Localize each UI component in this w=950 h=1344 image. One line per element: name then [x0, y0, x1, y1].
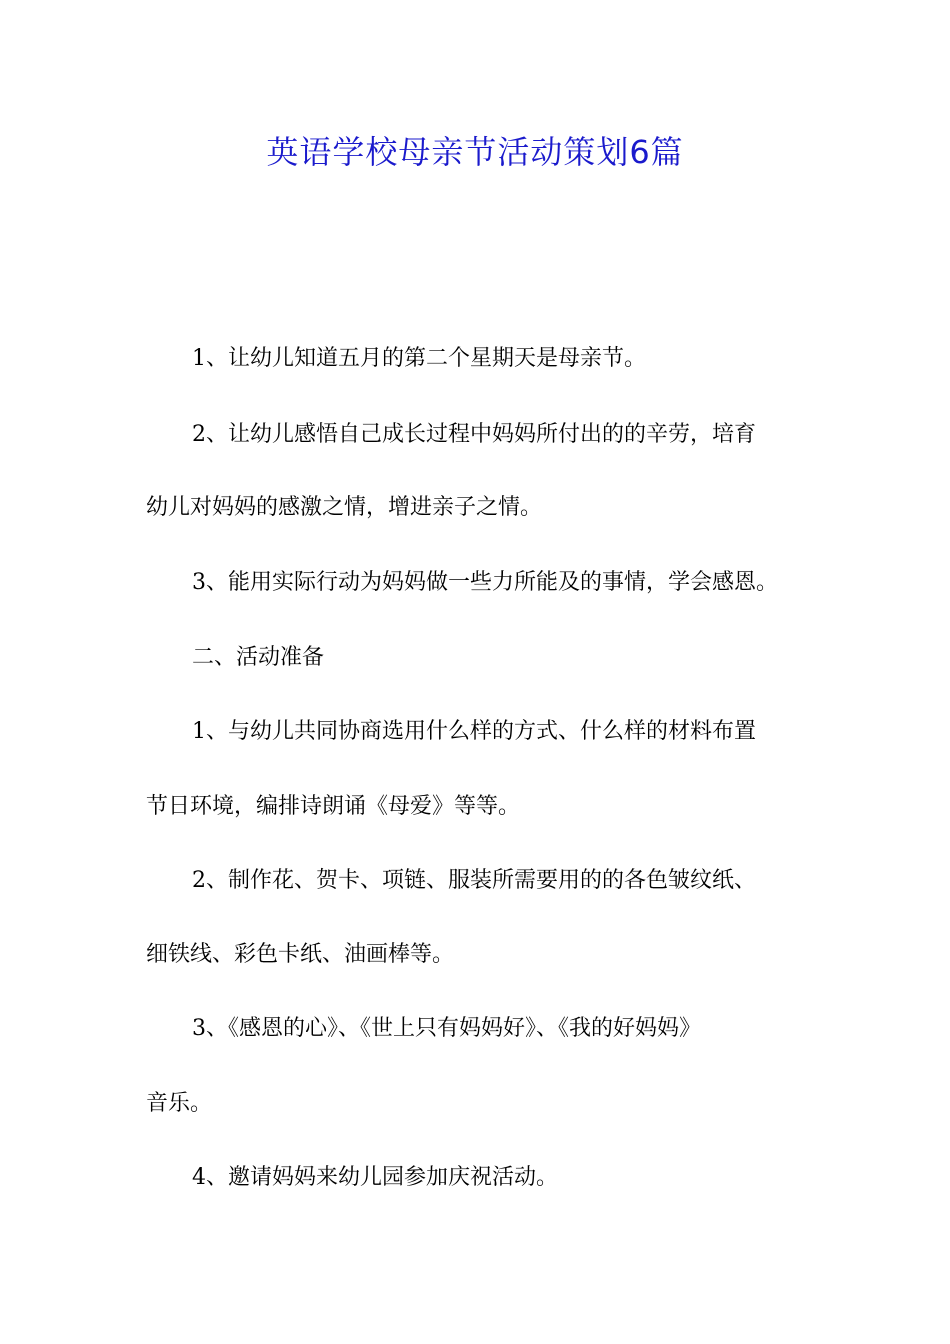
prep-line-1: 1、与幼儿共同协商选用什么样的方式、什么样的材料布置: [192, 719, 756, 744]
section-heading-preparation: 二、活动准备: [192, 645, 325, 670]
prep-line-2: 2、制作花、贺卡、项链、服装所需要用的的各色皱纹纸、: [192, 868, 756, 893]
document-title: 英语学校母亲节活动策划6篇: [266, 133, 684, 171]
prep-line-4: 4、邀请妈妈来幼儿园参加庆祝活动。: [192, 1165, 558, 1190]
prep-line-3: 3、《感恩的心》、《世上只有妈妈好》、《我的好妈妈》: [192, 1016, 701, 1041]
goal-line-1: 1、让幼儿知道五月的第二个星期天是母亲节。: [192, 346, 646, 371]
goal-line-2: 2、让幼儿感悟自己成长过程中妈妈所付出的的辛劳，培育: [192, 422, 756, 447]
prep-line-1-continued: 节日环境，编排诗朗诵《母爱》等等。: [146, 794, 521, 819]
goal-line-2-continued: 幼儿对妈妈的感激之情，增进亲子之情。: [146, 495, 543, 520]
prep-line-2-continued: 细铁线、彩色卡纸、油画棒等。: [146, 942, 455, 967]
goal-line-3: 3、能用实际行动为妈妈做一些力所能及的事情，学会感恩。: [192, 570, 778, 595]
prep-line-3-continued: 音乐。: [146, 1091, 213, 1116]
